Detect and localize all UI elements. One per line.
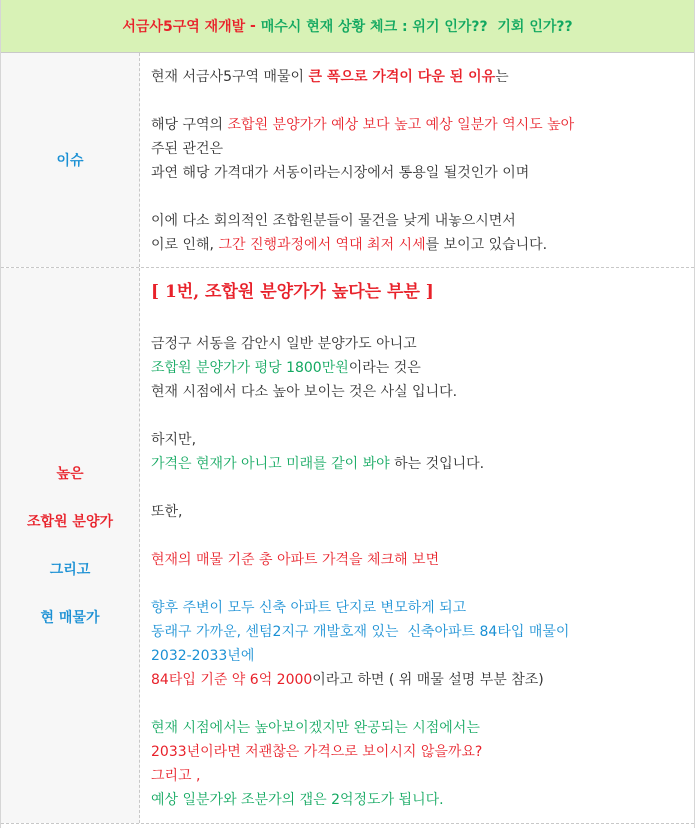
issue-highlight: 큰 폭으로 가격이 다운 된 이유 xyxy=(308,69,496,85)
header-separator: - xyxy=(245,18,261,34)
issue-line: 과연 해당 가격대가 서동이라는시장에서 통용일 될것인가 이며 xyxy=(151,165,530,181)
price-highlight: 조합원 분양가가 평당 1800만원 xyxy=(151,360,349,376)
issue-line xyxy=(151,113,694,137)
issue-line: 이에 다소 회의적인 조합원분들이 물건을 낮게 내놓으시면서 xyxy=(151,213,516,229)
price-label-line: 조합원 분양가 xyxy=(26,513,114,530)
price-line: 그리고 , xyxy=(151,768,201,784)
price-text: 하는 것입니다. xyxy=(389,456,485,472)
price-line: 현재 시점에서는 높아보이겠지만 완공되는 시점에서는 xyxy=(151,720,480,736)
price-highlight: 84타입 기준 약 6억 2000 xyxy=(151,672,313,688)
price-row xyxy=(1,268,694,824)
price-label-cell xyxy=(1,268,140,823)
price-line: 하지만, xyxy=(151,432,197,448)
price-line: 또한, xyxy=(151,504,183,520)
price-label-line: 높은 xyxy=(56,465,84,482)
price-line xyxy=(151,668,694,692)
price-line xyxy=(151,356,694,380)
page-header xyxy=(1,0,694,53)
issue-line xyxy=(151,65,694,89)
price-label-line: 현 매물가 xyxy=(40,609,100,626)
issue-label: 이슈 xyxy=(56,153,84,169)
price-highlight: 가격은 현재가 아니고 미래를 같이 봐야 xyxy=(151,456,390,472)
issue-content xyxy=(140,53,694,267)
issue-row xyxy=(1,53,694,268)
issue-text: 해당 구역의 xyxy=(151,117,228,133)
price-line: 현재의 매물 기준 총 아파트 가격을 체크해 보면 xyxy=(151,552,440,568)
price-line xyxy=(151,452,694,476)
price-line: 동래구 가까운, 센텀2지구 개발호재 있는 신축아파트 84타입 매물이 xyxy=(151,624,570,640)
issue-text: 는 xyxy=(495,69,509,85)
issue-highlight: 조합원 분양가가 예상 보다 높고 예상 일분가 역시도 높아 xyxy=(227,117,575,133)
issue-line: 주된 관건은 xyxy=(151,141,224,157)
price-content xyxy=(140,268,694,823)
issue-text: 를 보이고 있습니다. xyxy=(425,237,548,253)
price-label-line: 그리고 xyxy=(49,561,91,578)
price-text: 이라는 것은 xyxy=(348,360,421,376)
price-line: 현재 시점에서 다소 높아 보이는 것은 사실 입니다. xyxy=(151,384,458,400)
section-heading: [ 1번, 조합원 분양가가 높다는 부분 ] xyxy=(151,282,434,302)
price-line: 2033년이라면 저괜찮은 가격으로 보이시지 않을까요? xyxy=(151,744,483,760)
price-line: 예상 일분가와 조분가의 갭은 2억정도가 됩니다. xyxy=(151,792,444,808)
price-line: 향후 주변이 모두 신축 아파트 단지로 변모하게 되고 xyxy=(151,600,467,616)
issue-highlight: 그간 진행과정에서 역대 최저 시세 xyxy=(218,237,426,253)
issue-text: 이로 인해, xyxy=(151,237,219,253)
header-title: 서금사5구역 재개발 xyxy=(122,19,246,35)
price-text: 이라고 하면 ( 위 매물 설명 부분 참조) xyxy=(312,672,544,688)
price-line: 2032-2033년에 xyxy=(151,648,255,664)
price-line: 금정구 서동을 감안시 일반 분양가도 아니고 xyxy=(151,336,417,352)
header-subtitle: 매수시 현재 상황 체크 : 위기 인가?? 기회 인가?? xyxy=(260,19,573,35)
issue-label-cell xyxy=(1,53,140,267)
issue-line xyxy=(151,233,694,257)
issue-text: 현재 서금사5구역 매물이 xyxy=(151,69,309,85)
